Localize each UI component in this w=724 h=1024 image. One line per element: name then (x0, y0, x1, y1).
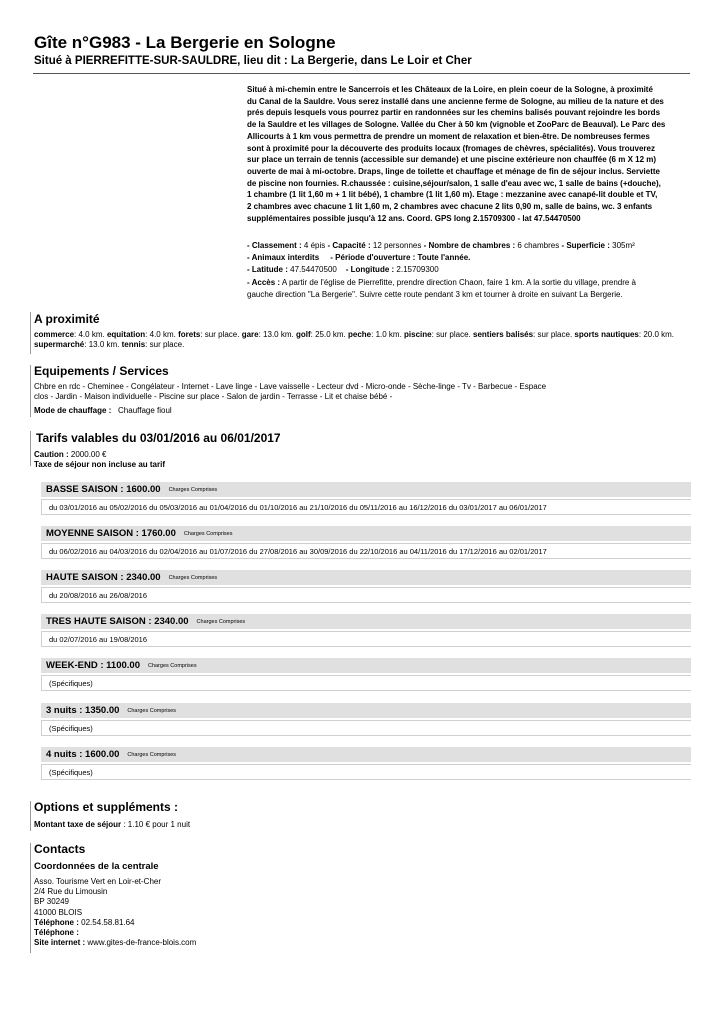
description-line: prés depuis lesquels vous pourrez partir en randonnées sur les chemins balisés pouvant rejoindre les bords (247, 108, 661, 118)
options-heading: Options et suppléments : (34, 800, 179, 814)
caution-label: Caution : (34, 450, 69, 459)
superficie-value: 305m² (612, 241, 635, 250)
description-line: de la Sauldre et les villages de Sologne. Vallée du Cher à 50 km (vignoble et ZooParc de Beauval). Le Parc des (247, 120, 666, 130)
contact-address (34, 877, 196, 948)
prox-value: : 20.0 km. (638, 330, 674, 339)
prox-label: gare (241, 330, 259, 339)
periode-label: - Période d'ouverture : Toute l'année. (330, 253, 471, 263)
season-name: BASSE SAISON : 1600.00 (46, 484, 161, 495)
season-header (41, 482, 691, 497)
prox-label: equitation (106, 330, 146, 339)
facts-line-5: gauche direction "La Bergerie". Suivre cette route pendant 3 km et tourner à droite en suivant La Bergerie. (247, 289, 623, 299)
contact-phone-row (34, 918, 196, 928)
season-name: MOYENNE SAISON : 1760.00 (46, 528, 176, 539)
section-bar (30, 801, 31, 831)
season-dates: (Spécifiques) (41, 764, 691, 780)
phone-value: 02.54.58.81.64 (81, 917, 135, 927)
taxe-sejour-value: : 1.10 € pour 1 nuit (123, 820, 191, 829)
acces-label: - Accès : (247, 277, 281, 287)
prox-label: sports nautiques (574, 330, 639, 339)
site-link[interactable]: www.gites-de-france-blois.com (87, 938, 197, 948)
capacite-value: 12 personnes (372, 241, 422, 250)
equipements-line: clos - Jardin - Maison individuelle - Piscine sur place - Salon de jardin - Terrasse - Lit et chaise bébé - (34, 392, 393, 402)
season-tag: Charges Comprises (183, 530, 233, 537)
prox-value: : 4.0 km. (74, 330, 105, 339)
description-line: 1 chambre (1 lit 1,60 m + 1 lit bébé), 1 chambre (1 lit 1,60 m). Etage : mezzanine avec canapé-lit double et TV, (247, 190, 658, 200)
prox-value: : sur place. (533, 330, 573, 339)
proximite-list (34, 330, 690, 350)
description-line: ouverte de mai à mi-octobre. Draps, linge de toilette et chauffage et ménage de fin de séjour inclus. Serviette (247, 166, 660, 176)
page-subtitle: Situé à PIERREFITTE-SUR-SAULDRE, lieu dit : La Bergerie, dans Le Loir et Cher (34, 55, 472, 67)
acces-text-1: A partir de l'église de Pierrefitte, prendre direction Chaon, faire 1 km. A la sortie du village, prendre à (281, 277, 637, 287)
season-dates: (Spécifiques) (41, 675, 691, 691)
contact-org: Asso. Tourisme Vert en Loir-et-Cher (34, 877, 162, 886)
prox-label: tennis (121, 340, 146, 350)
description-line: sur place un terrain de tennis (accessible sur demande) et une piscine extérieure non chauffée (6 m X 12 m) (247, 155, 657, 165)
season-header (41, 703, 691, 718)
latitude-label: - Latitude : (247, 265, 288, 275)
caution-value: 2000.00 € (70, 450, 107, 459)
title-divider (33, 73, 690, 74)
latitude-value: 47.54470500 (290, 265, 337, 275)
caution-block (34, 450, 165, 470)
contact-street: 2/4 Rue du Limousin (34, 887, 108, 897)
prox-value: : sur place. (145, 340, 185, 350)
proximite-heading: A proximité (34, 312, 100, 326)
superficie-label: - Superficie : (561, 241, 610, 250)
contact-bp: BP 30249 (34, 897, 69, 907)
season-header (41, 614, 691, 629)
description-paragraph (247, 84, 690, 224)
season-header (41, 526, 691, 541)
description-line: Allicourts à 1 km vous permettra de prendre un moment de relaxation et bien-être. De nombreuses fermes (247, 131, 650, 141)
longitude-label: - Longitude : (345, 265, 395, 275)
contact-site-row (34, 938, 196, 948)
property-facts (247, 240, 690, 301)
taxe-note (34, 460, 165, 470)
section-bar (30, 431, 31, 466)
season-tag: Charges Comprises (168, 486, 218, 493)
prox-value: : 4.0 km. (145, 330, 176, 339)
prox-value: : sur place. (431, 330, 471, 339)
season-dates: du 06/02/2016 au 04/03/2016 du 02/04/2016 au 01/07/2016 du 27/08/2016 au 30/09/2016 du 22/10/2016 au 04/11/2016 du 17/12/2016 au 02/01/2017 (41, 543, 691, 559)
caution-row (34, 450, 165, 460)
season-block (41, 658, 691, 691)
season-name: TRES HAUTE SAISON : 2340.00 (46, 616, 189, 627)
season-dates: du 03/01/2016 au 05/02/2016 du 05/03/2016 au 01/04/2016 du 01/10/2016 au 21/10/2016 du 05/11/2016 au 16/12/2016 du 03/01/2017 au 06/01/2017 (41, 499, 691, 515)
chauffage-value: Chauffage fioul (118, 406, 172, 415)
season-block (41, 526, 691, 559)
facts-line-2 (247, 252, 690, 264)
section-bar (30, 312, 31, 354)
season-name: 3 nuits : 1350.00 (46, 705, 120, 716)
season-tag: Charges Comprises (147, 662, 197, 669)
prox-value: : 13.0 km. (84, 340, 120, 350)
taxe-sejour-label: Montant taxe de séjour (34, 820, 122, 829)
season-tag: Charges Comprises (127, 751, 177, 758)
season-name: WEEK-END : 1100.00 (46, 660, 140, 671)
season-block (41, 570, 691, 603)
description-line: sont à proximité pour la découverte des produits locaux (fromages de chèvres, spécialités). Vous trouverez (247, 143, 655, 153)
facts-line-4 (247, 277, 690, 289)
season-block (41, 747, 691, 780)
classement-value: 4 épis (303, 241, 326, 250)
facts-line-1 (247, 240, 690, 252)
chambres-label: - Nombre de chambres : (423, 241, 516, 250)
prox-value: : 25.0 km. (310, 330, 346, 339)
description-line: de piscine non fournies. R.chaussée : cuisine,séjour/salon, 1 salle d'eau avec wc, 1 salle de bains (+douche), (247, 178, 661, 188)
season-header (41, 570, 691, 585)
taxe-note-text: Taxe de séjour non incluse au tarif (34, 460, 165, 469)
equipements-list (34, 382, 634, 402)
chambres-value: 6 chambres (517, 241, 560, 250)
options-row (34, 820, 190, 829)
season-tag: Charges Comprises (196, 618, 246, 625)
equipements-line: Chbre en rdc - Cheminee - Congélateur - Internet - Lave linge - Lave vaisselle - Lecteur dvd - Micro-onde - Sèche-linge - Tv - Barbecue - Espace (34, 382, 547, 391)
prox-label: supermarché (34, 340, 85, 350)
prox-label: peche (348, 330, 372, 339)
prox-value: : sur place. (200, 330, 240, 339)
season-dates: du 20/08/2016 au 26/08/2016 (41, 587, 691, 603)
section-bar (30, 365, 31, 417)
page-title: Gîte n°G983 - La Bergerie en Sologne (34, 33, 336, 52)
animaux-label: - Animaux interdits (247, 253, 320, 263)
description-line: du Canal de la Sauldre. Vous serez installé dans une ancienne ferme de Sologne, au milieu de la nature et des (247, 96, 664, 106)
season-name: 4 nuits : 1600.00 (46, 749, 120, 760)
site-label: Site internet : (34, 938, 86, 948)
tarifs-heading: Tarifs valables du 03/01/2016 au 06/01/2017 (36, 431, 281, 445)
season-header (41, 747, 691, 762)
chauffage-row (34, 406, 172, 415)
phone-label: Téléphone : (34, 928, 79, 938)
season-tag: Charges Comprises (127, 707, 177, 714)
longitude-value: 2.15709300 (396, 265, 439, 275)
contacts-heading: Contacts (34, 842, 86, 856)
facts-line-3 (247, 264, 690, 276)
description-line: Situé à mi-chemin entre le Sancerrois et les Châteaux de la Loire, en plein coeur de la Sologne, à proximité (247, 85, 653, 94)
contacts-subheading: Coordonnées de la centrale (34, 861, 159, 872)
prox-label: sentiers balisés (473, 330, 534, 339)
classement-label: - Classement : (247, 241, 302, 250)
season-header (41, 658, 691, 673)
equipements-heading: Equipements / Services (34, 364, 169, 378)
season-block (41, 482, 691, 515)
prox-label: piscine (404, 330, 432, 339)
season-tag: Charges Comprises (168, 574, 218, 581)
season-block (41, 614, 691, 647)
capacite-label: - Capacité : (327, 241, 371, 250)
prox-label: golf (295, 330, 311, 339)
section-bar (30, 843, 31, 953)
prox-value: : 13.0 km. (258, 330, 294, 339)
description-line: 2 chambres avec chacune 1 lit 1,60 m, 2 chambres avec chacune 2 lits 0,90 m, salle de bains, wc. 3 enfants (247, 202, 653, 212)
prox-value: : 1.0 km. (371, 330, 402, 339)
prox-label: commerce (34, 330, 75, 339)
contact-city: 41000 BLOIS (34, 907, 83, 917)
season-dates: du 02/07/2016 au 19/08/2016 (41, 631, 691, 647)
contact-phone-row (34, 928, 196, 938)
season-name: HAUTE SAISON : 2340.00 (46, 572, 161, 583)
prox-label: forets (178, 330, 201, 339)
season-block (41, 703, 691, 736)
description-line: supplémentaires possible jusqu'à 12 ans. Coord. GPS long 2.15709300 - lat 47.54470500 (247, 213, 581, 223)
season-dates: (Spécifiques) (41, 720, 691, 736)
chauffage-label: Mode de chauffage : (34, 406, 112, 415)
phone-label: Téléphone : (34, 917, 79, 927)
